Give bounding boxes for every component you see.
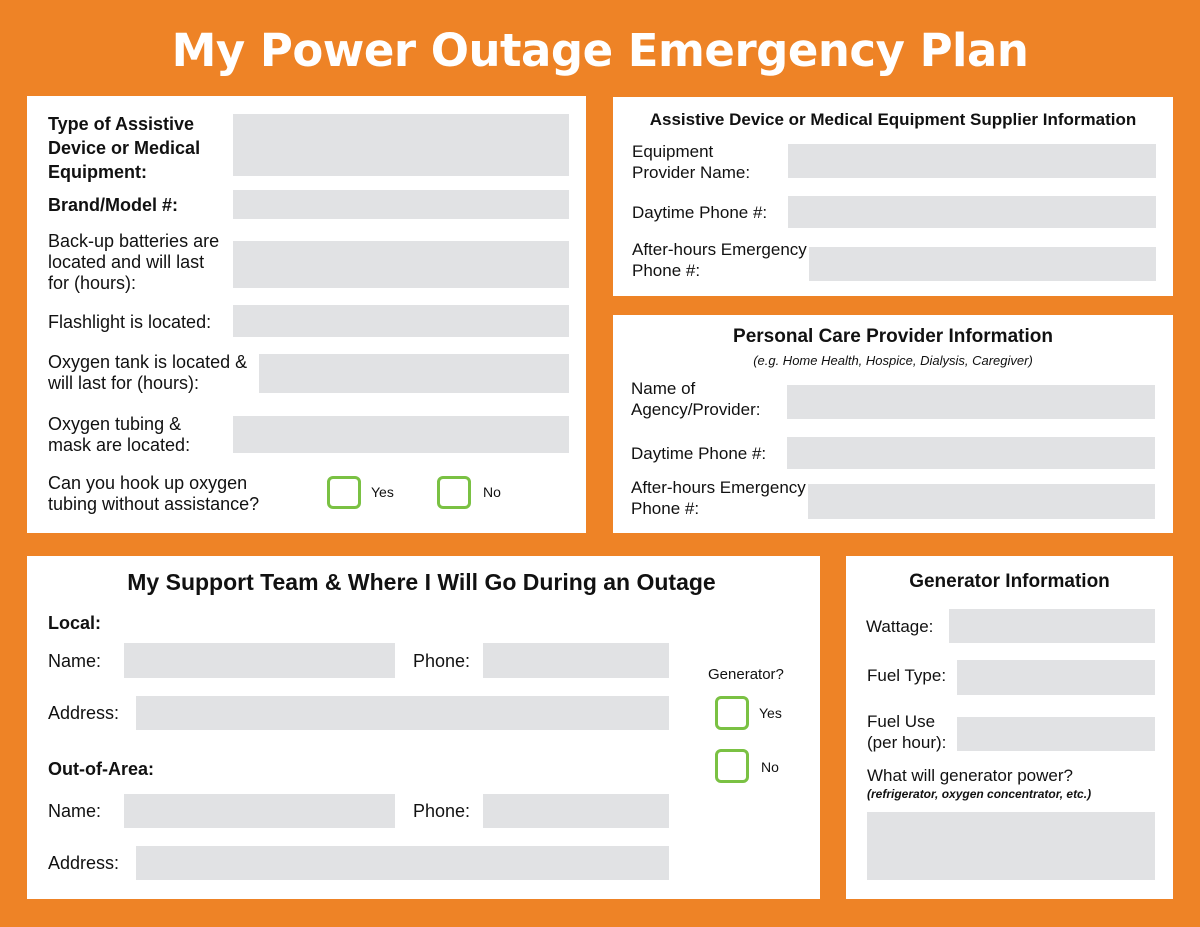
oxygen-tubing-field[interactable] bbox=[233, 416, 569, 453]
fuel-type-label: Fuel Type: bbox=[867, 666, 947, 685]
supplier-panel bbox=[613, 97, 1173, 296]
generator-question: Generator? bbox=[708, 666, 784, 683]
wattage-label: Wattage: bbox=[866, 617, 934, 636]
care-after-hours-label: After-hours Emergency Phone #: bbox=[631, 478, 806, 518]
fuel-use-label: Fuel Use (per hour): bbox=[867, 712, 947, 752]
out-address-label: Address: bbox=[48, 853, 120, 873]
power-hint: (refrigerator, oxygen concentrator, etc.) bbox=[867, 787, 1092, 801]
generator-no-label: No bbox=[761, 759, 779, 775]
out-of-area-label: Out-of-Area: bbox=[48, 759, 154, 779]
supplier-daytime-phone-label: Daytime Phone #: bbox=[632, 203, 768, 222]
hookup-question: Can you hook up oxygen tubing without assistance? bbox=[48, 473, 260, 514]
fuel-use-field[interactable] bbox=[957, 717, 1155, 751]
out-name-field[interactable] bbox=[124, 794, 395, 828]
brand-model-label: Brand/Model #: bbox=[48, 195, 179, 215]
equipment-panel bbox=[27, 96, 586, 533]
care-provider-panel bbox=[613, 315, 1173, 533]
support-team-heading: My Support Team & Where I Will Go During an Outage bbox=[127, 569, 716, 595]
brand-model-field[interactable] bbox=[233, 190, 569, 219]
provider-name-label: Equipment Provider Name: bbox=[632, 142, 751, 182]
oxygen-tubing-label: Oxygen tubing & mask are located: bbox=[48, 414, 191, 455]
care-daytime-phone-field[interactable] bbox=[787, 437, 1155, 469]
equipment-type-label: Type of Assistive Device or Medical Equipment: bbox=[48, 114, 201, 182]
care-provider-heading: Personal Care Provider Information bbox=[733, 326, 1053, 347]
generator-no-checkbox[interactable] bbox=[715, 749, 749, 783]
flashlight-label: Flashlight is located: bbox=[48, 312, 212, 332]
batteries-label: Back-up batteries are located and will last for (hours): bbox=[48, 231, 220, 293]
fuel-type-field[interactable] bbox=[957, 660, 1155, 695]
local-phone-label: Phone: bbox=[413, 651, 471, 671]
out-phone-field[interactable] bbox=[483, 794, 669, 828]
hookup-yes-label: Yes bbox=[371, 484, 394, 500]
out-address-field[interactable] bbox=[136, 846, 669, 880]
agency-field[interactable] bbox=[787, 385, 1155, 419]
supplier-after-hours-field[interactable] bbox=[809, 247, 1156, 281]
batteries-field[interactable] bbox=[233, 241, 569, 288]
out-phone-label: Phone: bbox=[413, 801, 471, 821]
flashlight-field[interactable] bbox=[233, 305, 569, 337]
local-label: Local: bbox=[48, 613, 102, 633]
generator-yes-label: Yes bbox=[759, 705, 782, 721]
supplier-daytime-phone-field[interactable] bbox=[788, 196, 1156, 228]
power-question: What will generator power? bbox=[867, 766, 1073, 785]
care-provider-subheading: (e.g. Home Health, Hospice, Dialysis, Caregiver) bbox=[753, 353, 1033, 368]
out-name-label: Name: bbox=[48, 801, 102, 821]
generator-yes-checkbox[interactable] bbox=[715, 696, 749, 730]
equipment-type-field[interactable] bbox=[233, 114, 569, 176]
hookup-yes-checkbox[interactable] bbox=[327, 476, 361, 509]
local-phone-field[interactable] bbox=[483, 643, 669, 678]
oxygen-tank-field[interactable] bbox=[259, 354, 569, 393]
hookup-no-label: No bbox=[483, 484, 501, 500]
supplier-after-hours-label: After-hours Emergency Phone #: bbox=[632, 240, 807, 280]
care-daytime-phone-label: Daytime Phone #: bbox=[631, 444, 767, 463]
provider-name-field[interactable] bbox=[788, 144, 1156, 178]
wattage-field[interactable] bbox=[949, 609, 1155, 643]
local-address-field[interactable] bbox=[136, 696, 669, 730]
page-title: My Power Outage Emergency Plan bbox=[171, 24, 1029, 77]
supplier-heading: Assistive Device or Medical Equipment Supplier Information bbox=[649, 110, 1137, 129]
support-team-panel bbox=[27, 556, 820, 899]
generator-panel bbox=[846, 556, 1173, 899]
oxygen-tank-label: Oxygen tank is located & will last for (hours): bbox=[48, 352, 248, 393]
power-field[interactable] bbox=[867, 812, 1155, 880]
local-name-label: Name: bbox=[48, 651, 102, 671]
care-after-hours-field[interactable] bbox=[808, 484, 1155, 519]
local-name-field[interactable] bbox=[124, 643, 395, 678]
hookup-no-checkbox[interactable] bbox=[437, 476, 471, 509]
agency-label: Name of Agency/Provider: bbox=[631, 379, 761, 419]
generator-heading: Generator Information bbox=[909, 571, 1110, 592]
local-address-label: Address: bbox=[48, 703, 120, 723]
